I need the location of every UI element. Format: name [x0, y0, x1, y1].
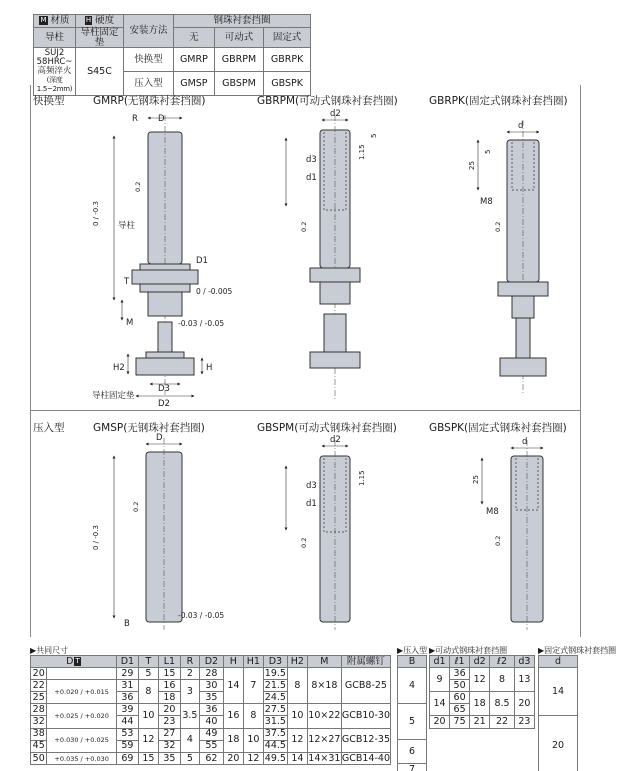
gmrp-d-tol1: 0 / -0.005 [196, 287, 233, 296]
none-header: 无 [174, 28, 215, 48]
fixed-title: ▶固定式钢珠衬套挡圈 [538, 646, 617, 655]
press-type-label: 压入型 [33, 422, 65, 434]
retainer-header: 钢珠衬套挡圈 [174, 15, 311, 28]
gmrp-d1-label: D1 [196, 256, 208, 266]
gmrp-h-label: H [206, 363, 213, 373]
gbspm-d3-label: d3 [306, 481, 317, 491]
gbspk-rough: 0.2 [494, 535, 502, 546]
gmsp-d-tol: -0.03 / -0.05 [178, 611, 225, 620]
gbspk-25: 25 [472, 475, 480, 484]
gbspk-m8: M8 [486, 507, 499, 517]
gmsp-rough: 0.2 [132, 501, 140, 512]
technical-drawings [0, 100, 621, 636]
movable-title: ▶可动式钢珠衬套挡圈 [429, 646, 508, 655]
gmrp-d-tol2: -0.03 / -0.05 [178, 319, 225, 328]
material-table [33, 14, 311, 96]
code-gbspm: GBSPM [214, 72, 263, 96]
gbrpm-115: 1.15 [358, 144, 366, 160]
gbrpm-d1-label: d1 [306, 173, 317, 183]
quick-type-label: 快换型 [33, 95, 65, 107]
table-row: 25 36 18 35 24.5 [31, 692, 391, 704]
code-gmrp: GMRP [174, 48, 215, 72]
gbrpm-5: 5 [370, 133, 378, 138]
gmrp-rough: 0.2 [134, 181, 142, 192]
gbspm-d1-label: d1 [306, 499, 317, 509]
fixed-table: d 14 20 [538, 655, 578, 771]
table-row: 28 +0.025 / +0.020 39 10 20 3.5 36 16 8 27.5 10 10×22 GCB10-30 [31, 704, 391, 716]
table-row: 32 44 23 40 31.5 [31, 716, 391, 728]
code-gbrpm: GBRPM [214, 48, 263, 72]
gmrp-m-label: M [126, 318, 134, 328]
code-gbrpk: GBRPK [264, 48, 311, 72]
gmrp-drawing [114, 115, 202, 396]
gmrp-pad-label: 导柱固定垫 [92, 391, 135, 401]
press-table: B 4 5 6 7 [397, 655, 427, 771]
gmrp-l-tol: 0 / -0.3 [92, 201, 100, 226]
pad-material-cell: S45C [76, 48, 124, 96]
gbspm-rough: 0.2 [300, 537, 308, 548]
dims-table: D T D1 T L1 R D2 H H1 D3 H2 M 附属螺钉 20 29 5 15 2 28 14 7 19.5 8 8×18 GCB8-25 22 +0.020 / +0.015 31 8 16 3 30 21.5 25 36 18 35 24.5 28 +0.025 / +0.020 39 10 20 3.5 36 16 8 27.5 10 10×22 GCB10-30 32 44 23 40 31.5 38 +0.030 / +0.025 53 12 27 4 49 18 10 37.5 12 12×27 GCB12-35 45 59 32 55 44.5 50 +0.035 / +0.030 69 15 35 5 62 20 12 49.5 14 14×31 GCB14-40 [30, 655, 391, 765]
pad-header: 导柱固定垫 [76, 28, 124, 48]
gbrpk-rough: 0.2 [494, 221, 502, 232]
install-header: 安装方法 [124, 15, 174, 48]
gmrp-title: GMRP(无钢珠衬套挡圈) [93, 95, 206, 107]
gbrpk-drawing [478, 120, 548, 395]
gmrp-d-label: D [158, 114, 165, 124]
material-badge: M [40, 16, 47, 25]
h-d: D T [31, 656, 117, 668]
material-header: M 材质 [34, 15, 76, 28]
movable-table: d1 ℓ1 d2 ℓ2 d3 9 36 12 8 13 50 14 60 18 8.5 20 65 20 75 21 22 23 [429, 655, 535, 729]
gbrpm-title: GBRPM(可动式钢珠衬套挡圈) [257, 95, 398, 107]
code-gbspk: GBSPK [264, 72, 311, 96]
gmrp-t-label: T [124, 277, 130, 287]
gbrpk-d-label: d [518, 121, 524, 131]
gbspk-drawing [482, 440, 543, 630]
movable-header: 可动式 [214, 28, 263, 48]
table-row: 38 +0.030 / +0.025 53 12 27 4 49 18 10 37.5 12 12×27 GCB12-35 [31, 728, 391, 740]
gbrpm-d2-label: d2 [330, 109, 341, 119]
gbrpk-m8: M8 [480, 197, 493, 207]
hardness-badge: H [85, 16, 92, 25]
gmsp-l-tol: 0 / -0.3 [92, 525, 100, 550]
quick-type-cell: 快换型 [124, 48, 174, 72]
table-row: 22 +0.020 / +0.015 31 8 16 3 30 21.5 [31, 680, 391, 692]
gmrp-r-label: R [132, 114, 138, 124]
table-row: 20 29 5 15 2 28 14 7 19.5 8 8×18 GCB8-25 [31, 668, 391, 680]
gmrp-d2-label: D2 [158, 399, 170, 409]
gmrp-guide-label: 导柱 [118, 221, 136, 231]
gmsp-title: GMSP(无钢珠衬套挡圈) [93, 422, 205, 434]
gbspm-title: GBSPM(可动式钢珠衬套挡圈) [257, 422, 397, 434]
gmrp-d3-label: D3 [158, 384, 170, 394]
guide-material-cell: SUJ2 58HRC~ 高频淬火 (深度1.5~2mm) [34, 48, 76, 96]
gbrpm-d3-label: d3 [306, 155, 317, 165]
gmrp-h2-label: H2 [113, 363, 125, 373]
table-row: 45 59 32 55 44.5 [31, 740, 391, 752]
gbspm-115: 1.15 [358, 470, 366, 486]
press-type-cell: 压入型 [124, 72, 174, 96]
guide-header: 导柱 [34, 28, 76, 48]
code-gmsp: GMSP [174, 72, 215, 96]
gbrpk-5: 5 [484, 149, 492, 154]
gbspm-drawing [286, 440, 350, 630]
press-title: ▶压入型 [397, 646, 428, 655]
dims-title: ▶共同尺寸 [30, 646, 69, 655]
fixed-header: 固定式 [264, 28, 311, 48]
hardness-header: H 硬度 [76, 15, 124, 28]
gmsp-drawing [114, 438, 182, 630]
gbrpm-drawing [286, 115, 360, 400]
table-row: 50 +0.035 / +0.030 69 15 35 5 62 20 12 49.5 14 14×31 GCB14-40 [31, 752, 391, 764]
gbrpm-rough: 0.2 [300, 221, 308, 232]
gbspm-d2-label: d2 [330, 435, 341, 445]
gbspk-title: GBSPK(固定式钢珠衬套挡圈) [429, 422, 567, 434]
gbspk-d-label: d [522, 437, 528, 447]
gbrpk-title: GBRPK(固定式钢珠衬套挡圈) [429, 95, 568, 107]
gbrpk-25: 25 [468, 161, 476, 170]
gmsp-b-label: B [124, 619, 130, 629]
gmsp-d-label: D [156, 433, 163, 443]
